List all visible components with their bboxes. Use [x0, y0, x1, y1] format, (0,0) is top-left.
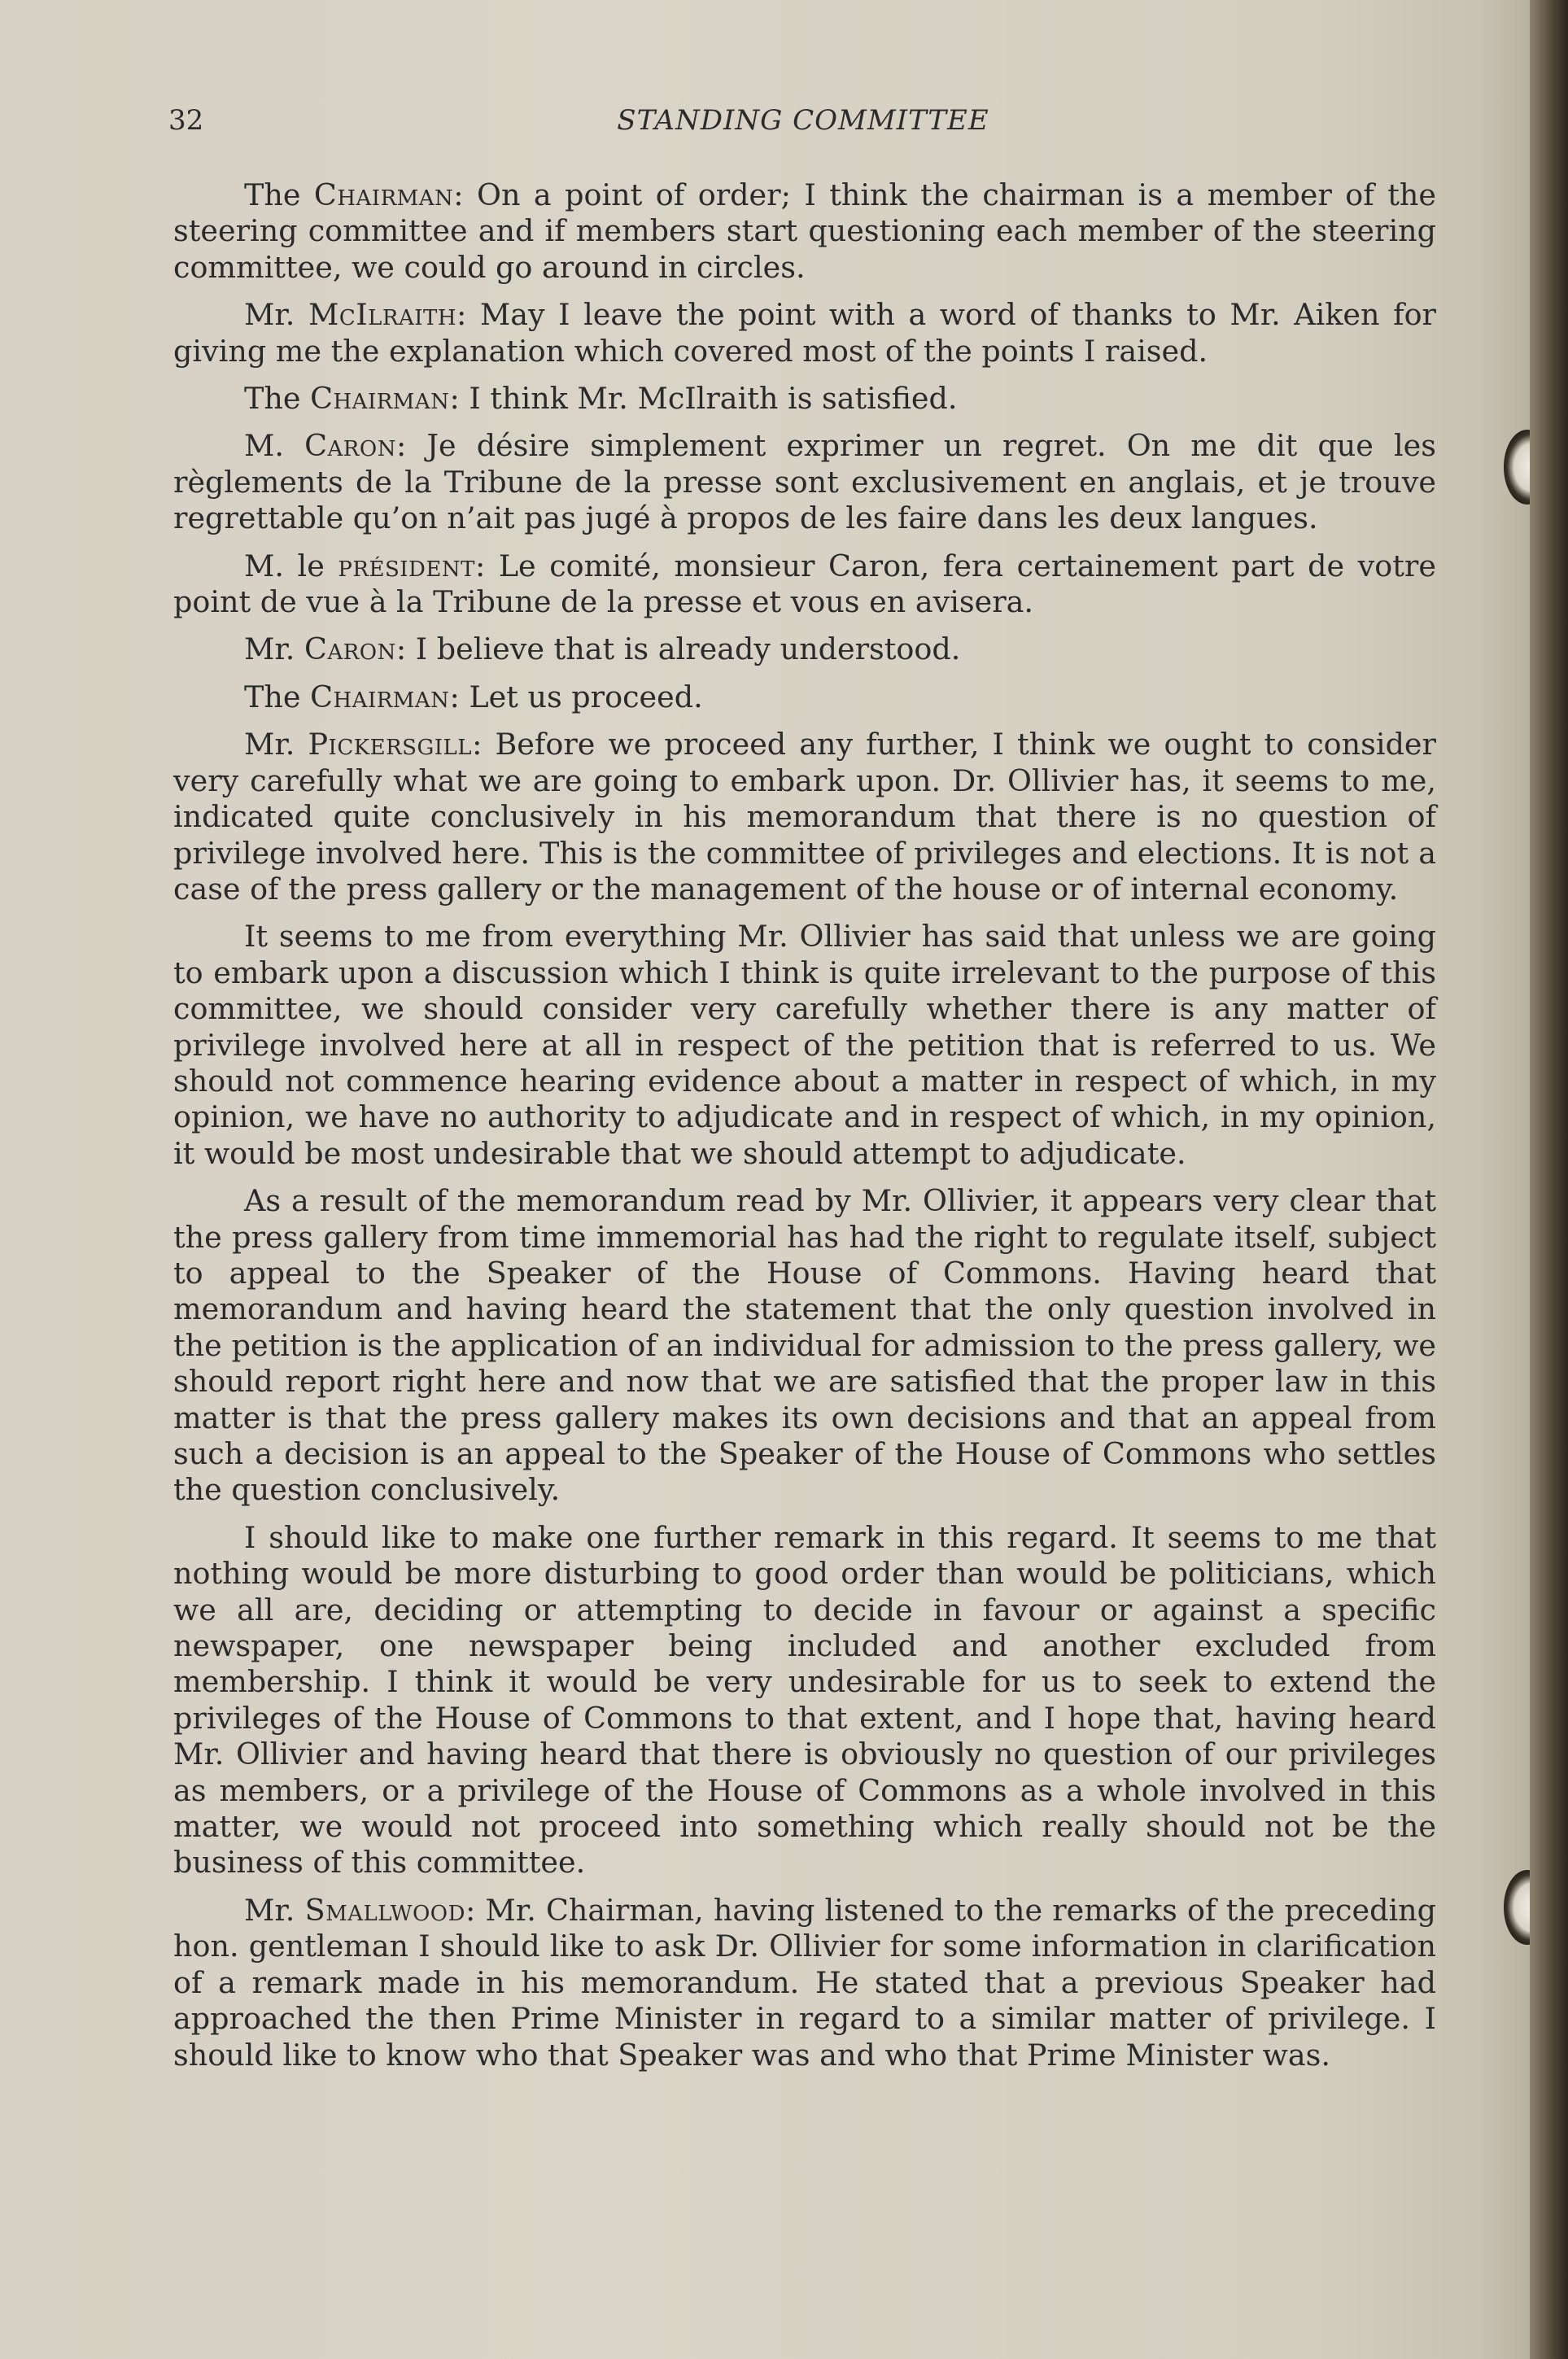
paragraph: The Chairman: On a point of order; I think the chairman is a member of the steering committee and if members start questioning each member of the steering committee, we could go around in circles. [173, 177, 1436, 285]
speaker-name: Caron [304, 428, 396, 464]
speaker-name: Chairman [310, 679, 450, 714]
speaker-name: Chairman [310, 381, 450, 417]
speaker-name: Caron [304, 631, 396, 667]
speaker-name: Chairman [313, 177, 454, 212]
paragraph: Mr. Caron: I believe that is already understood. [244, 631, 961, 667]
speaker-name: Pickersgill [308, 727, 473, 762]
paragraph: M. le président: Le comité, monsieur Caron, fera certainement part de votre point de vue à la Tribune de la presse et vous en avisera. [173, 548, 1436, 620]
body-text [173, 177, 1436, 2085]
page-number: 32 [168, 104, 204, 137]
running-head: STANDING COMMITTEE [617, 104, 989, 137]
paragraph: I should like to make one further remark in this regard. It seems to me that nothing would be more disturbing to good order than would be politicians, which we all are, deciding or attempting to decide in favour or against a specific newspaper, one newspaper being included and another excluded from membership. I think it would be very undesirable for us to seek to extend the privileges of the House of Commons to that extent, and I hope that, having heard Mr. Ollivier and having heard that there is obviously no question of our privileges as members, or a privilege of the House of Commons as a whole involved in this matter, we would not proceed into something which really should not be the business of this committee. [173, 1519, 1436, 1881]
book-spine-edge [1530, 0, 1568, 2359]
speaker-name: Smallwood [304, 1892, 465, 1928]
speaker-name: McIlraith [308, 297, 457, 333]
paragraph: The Chairman: I think Mr. McIlraith is satisfied. [244, 381, 958, 417]
page-header [168, 104, 1438, 153]
paragraph: M. Caron: Je désire simplement exprimer un regret. On me dit que les règlements de la Tribune de la presse sont exclusivement en anglais, et je trouve regrettable qu’on n’ait pas jugé à propos de les faire dans les deux langues. [173, 428, 1437, 536]
paragraph: As a result of the memorandum read by Mr. Ollivier, it appears very clear that the press gallery from time immemorial has had the right to regulate itself, subject to appeal to the Speaker of the House of Commons. Having heard that memorandum and having heard the statement that the only question involved in the petition is the application of an individual for admission to the press gallery, we should report right here and now that we are satisfied that the proper law in this matter is that the press gallery makes its own decisions and that an appeal from such a decision is an appeal to the Speaker of the House of Commons who settles the question conclusively. [173, 1183, 1436, 1508]
paragraph: Mr. Smallwood: Mr. Chairman, having listened to the remarks of the preceding hon. gentleman I should like to ask Dr. Ollivier for some information in clarification of a remark made in his memorandum. He stated that a previous Speaker had approached the then Prime Minister in regard to a similar matter of privilege. I should like to know who that Speaker was and who that Prime Minister was. [173, 1892, 1436, 2073]
paragraph: Mr. McIlraith: May I leave the point with a word of thanks to Mr. Aiken for giving me the explanation which covered most of the points I raised. [173, 297, 1436, 369]
paragraph: The Chairman: Let us proceed. [244, 679, 703, 714]
speaker-name: président [338, 548, 475, 583]
paragraph: Mr. Pickersgill: Before we proceed any further, I think we ought to consider very carefully what we are going to embark upon. Dr. Ollivier has, it seems to me, indicated quite conclusively in his memorandum that there is no question of privilege involved here. This is the committee of privileges and elections. It is not a case of the press gallery or the management of the house or of internal economy. [173, 727, 1436, 906]
paragraph: It seems to me from everything Mr. Ollivier has said that unless we are going to embark upon a discussion which I think is quite irrelevant to the purpose of this committee, we should consider very carefully whether there is any matter of privilege involved here at all in respect of the petition that is referred to us. We should not commence hearing evidence about a matter in respect of which, in my opinion, we have no authority to adjudicate and in respect of which, in my opinion, it would be most undesirable that we should attempt to adjudicate. [173, 919, 1436, 1171]
